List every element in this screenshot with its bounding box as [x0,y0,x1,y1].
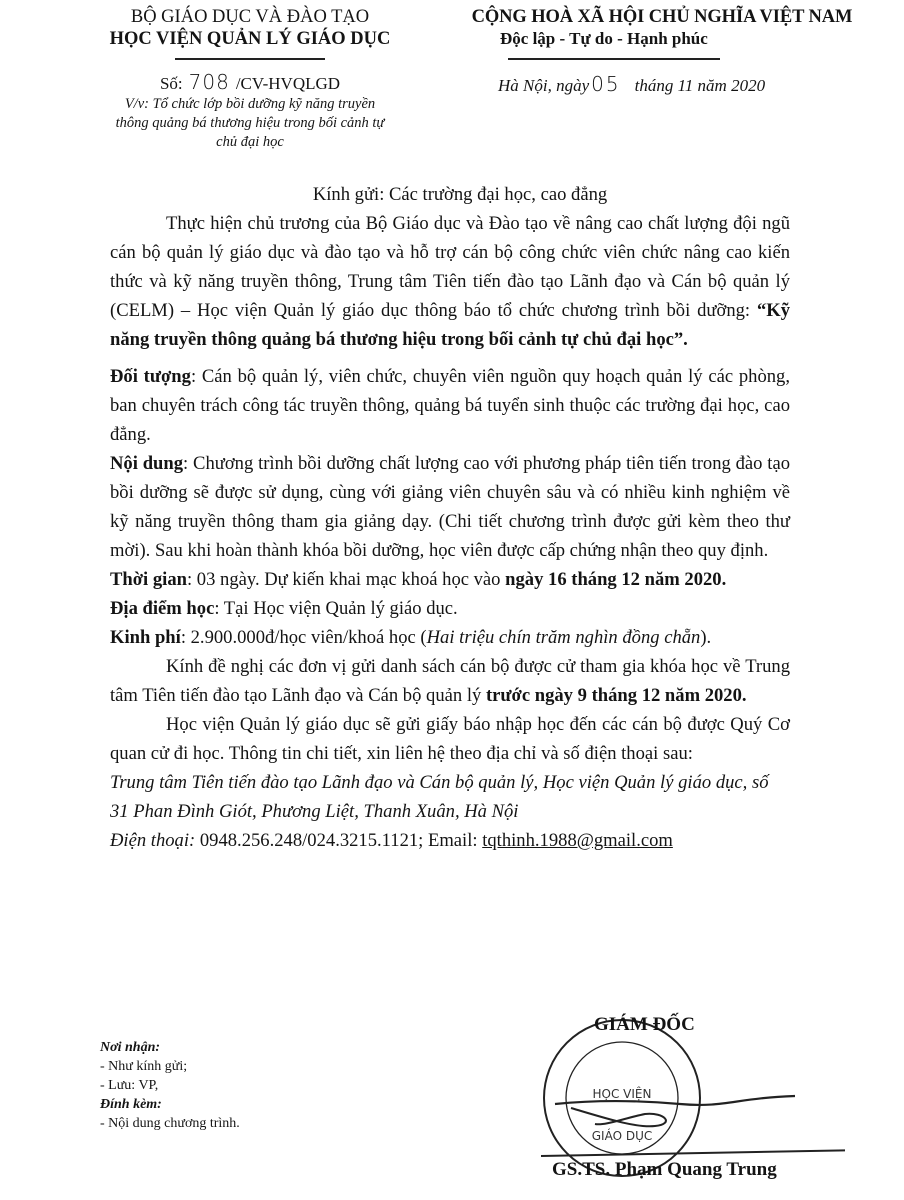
subject-line [100,95,400,152]
issuer-header [100,6,400,152]
institution-name: HỌC VIỆN QUẢN LÝ GIÁO DỤC [109,29,391,49]
subject-line-2: thông quảng bá thương hiệu trong bối cảnh tự [115,114,385,131]
address-paragraph: Trung tâm Tiên tiến đào tạo Lãnh đạo và Cán bộ quản lý, Học viện Quản lý giáo dục, số 31 Phan Đình Giót, Phương Liệt, Thanh Xuân, Hà Nội [110,772,769,822]
intro-paragraph [110,209,790,354]
phone-text: 0948.256.248/024.3215.1121; Email: [195,830,483,851]
target-paragraph [110,362,790,449]
fee-text: : 2.900.000đ/học viên/khoá học ( [180,627,427,648]
contact-paragraph [110,826,790,855]
recipients-block [100,1038,240,1133]
stamp-text-bottom: GIÁO DỤC [591,1129,653,1143]
time-label: Thời gian [110,569,187,590]
header-divider [175,58,325,60]
recipients-heading: Nơi nhận: [100,1040,161,1055]
nation-name: CỘNG HOÀ XÃ HỘI CHỦ NGHĨA VIỆT NAM [471,7,853,27]
time-date: ngày 16 tháng 12 năm 2020. [505,569,727,590]
notice-paragraph: Học viện Quản lý giáo dục sẽ gửi giấy báo nhập học đến các cán bộ được Quý Cơ quan cử đi học. Thông tin chi tiết, xin liên hệ theo địa chỉ và số điện thoại sau: [110,714,790,764]
number-suffix: /CV-HVQLGD [235,73,341,93]
document-date [498,72,876,96]
fee-label: Kinh phí [110,627,181,648]
signature-loop [571,1108,666,1126]
time-text: : 03 ngày. Dự kiến khai mạc khoá học vào [186,569,506,590]
signature-underline [541,1150,845,1156]
signatory-name: GS.TS. Phạm Quang Trung [552,1159,777,1180]
motto-divider [508,58,720,60]
national-header [448,6,876,96]
time-paragraph [110,565,790,594]
attachment-heading: Đính kèm: [100,1097,162,1112]
recipient-item: - Như kính gửi; [100,1059,188,1074]
signature-block [552,1008,820,1198]
content-text: : Chương trình bồi dưỡng chất lượng cao với phương pháp tiên tiến trong đào tạo bồi dưỡng sẽ được sử dụng, cùng với giảng viên chuyên sâu và có nhiều kinh nghiệm về kỹ năng truyền thông tham gia giảng dạy. (Chi tiết chương trình được gửi kèm theo thư mời). Sau khi hoàn thành khóa bồi dưỡng, học viên được cấp chứng nhận theo quy định. [110,453,791,561]
program-title: “Kỹ năng truyền thông quảng bá thương hiệu trong bối cảnh tự chủ đại học”. [110,300,790,350]
greeting: Kính gửi: Các trường đại học, cao đẳng [312,184,608,205]
date-prefix: Hà Nội, ngày [498,75,590,95]
subject-line-3: chủ đại học [216,133,284,150]
letter-body [110,180,790,855]
request-text: Kính đề nghị các đơn vị gửi danh sách cán bộ được cử tham gia khóa học về Trung tâm Tiên tiến đào tạo Lãnh đạo và Cán bộ quản lý [110,656,790,706]
request-paragraph [110,652,790,710]
handwritten-number: 708 [188,69,230,94]
ministry-name: BỘ GIÁO DỤC VÀ ĐÀO TẠO [130,7,370,27]
request-deadline: trước ngày 9 tháng 12 năm 2020. [485,685,747,706]
document-number [100,70,400,94]
target-label: Đối tượng [110,366,191,387]
phone-label: Điện thoại: [110,830,196,851]
subject-line-1: V/v: Tổ chức lớp bồi dưỡng kỹ năng truyền [124,95,376,112]
fee-end: ). [700,627,712,648]
location-text: : Tại Học viện Quản lý giáo dục. [214,598,458,619]
location-paragraph [110,594,790,623]
date-suffix: tháng 11 năm 2020 [634,75,766,95]
content-paragraph [110,449,790,565]
recipient-item: - Lưu: VP, [100,1078,159,1093]
location-label: Địa điểm học [110,598,215,619]
signatory-title: GIÁM ĐỐC [594,1014,695,1035]
content-label: Nội dung [110,453,184,474]
intro-text: Thực hiện chủ trương của Bộ Giáo dục và Đào tạo về nâng cao chất lượng đội ngũ cán bộ quản lý giáo dục và đào tạo và hỗ trợ cán bộ công chức viên chức nâng cao kiến thức và kỹ năng truyền thông, Trung tâm Tiên tiến đào tạo Lãnh đạo và Cán bộ quản lý (CELM) – Học viện Quản lý giáo dục thông báo tổ chức chương trình bồi dưỡng: [110,213,790,321]
national-motto: Độc lập - Tự do - Hạnh phúc [500,29,708,48]
stamp-text-top: HỌC VIỆN [592,1087,652,1101]
fee-paragraph [110,623,790,652]
target-text: : Cán bộ quản lý, viên chức, chuyên viên nguồn quy hoạch quản lý các phòng, ban chuyên trách công tác truyền thông, quảng bá tuyển sinh thuộc các trường đại học, cao đẳng. [110,366,790,445]
email-link[interactable]: tqthinh.1988@gmail.com [482,830,673,851]
handwritten-day: 05 [591,71,621,96]
signature-stroke [555,1096,795,1105]
fee-words: Hai triệu chín trăm nghìn đồng chẵn [426,627,701,648]
attachment-item: - Nội dung chương trình. [100,1116,240,1131]
number-prefix: Số: [159,73,183,93]
